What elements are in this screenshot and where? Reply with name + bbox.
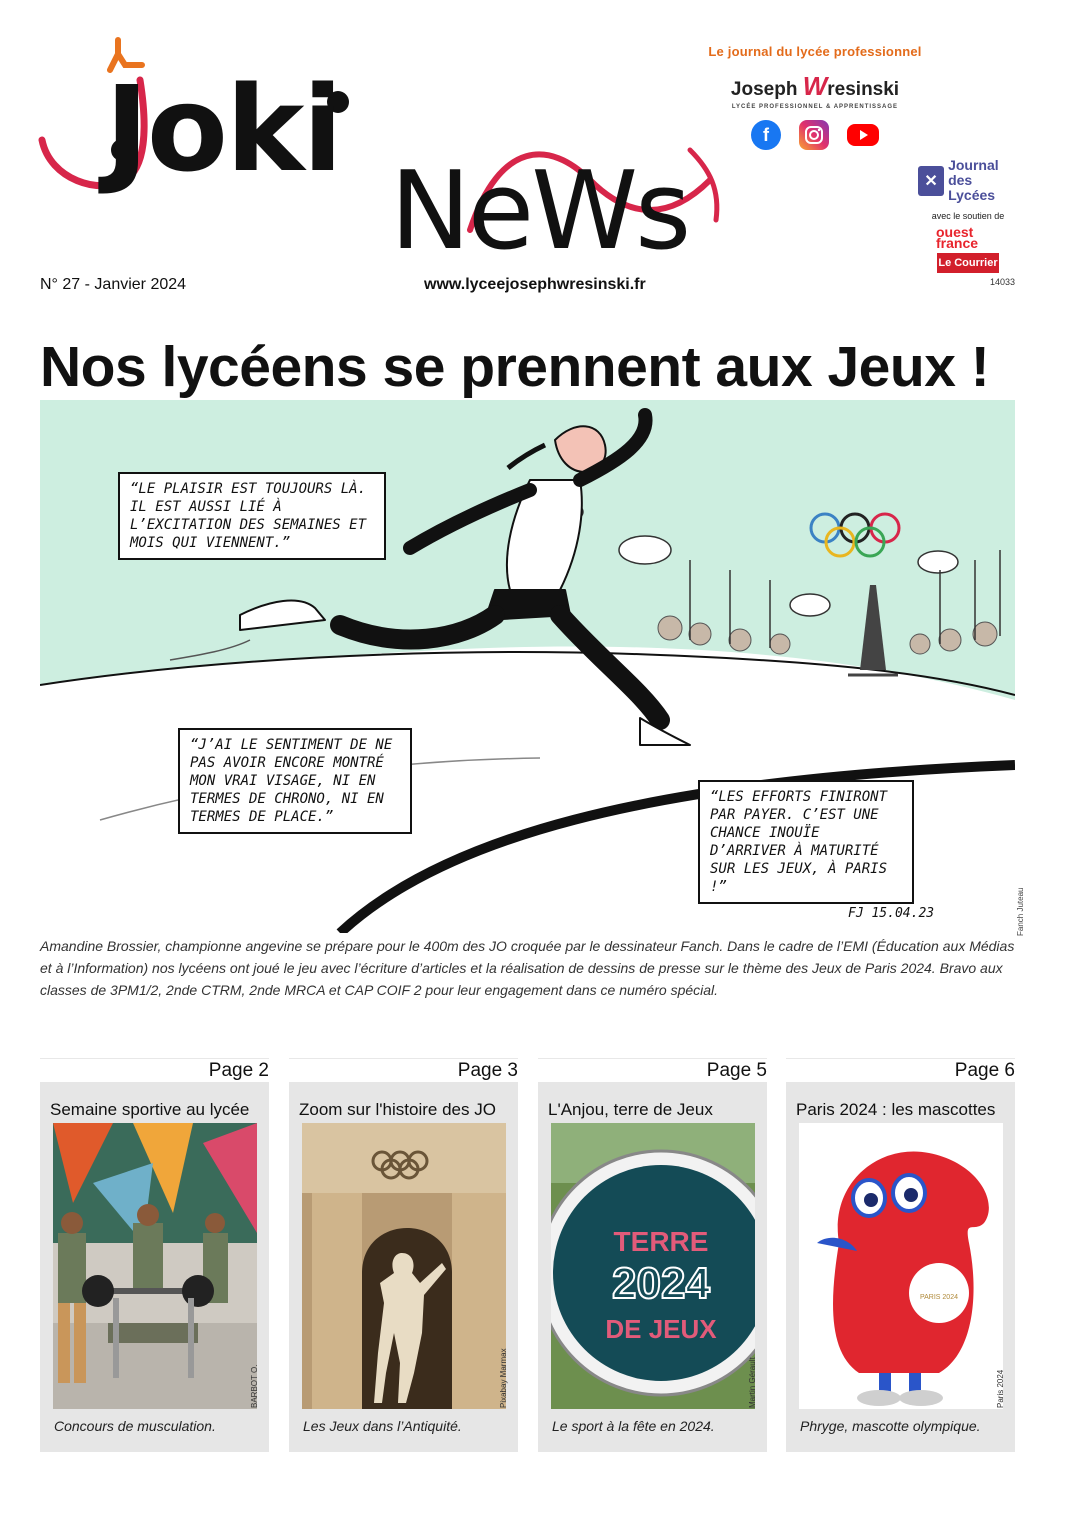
masthead [0, 0, 1080, 310]
youtube-icon[interactable] [847, 124, 879, 146]
card-title: Paris 2024 : les mascottes [796, 1100, 996, 1119]
terre-text: TERRE [613, 1226, 709, 1257]
teaser-card-page-3[interactable] [289, 1058, 518, 1452]
issue-code: 14033 [990, 277, 1016, 287]
card-caption: Phryge, mascotte olympique. [800, 1418, 981, 1434]
card-page-number: Page 6 [786, 1058, 1015, 1082]
card-caption: Les Jeux dans l’Antiquité. [303, 1418, 462, 1434]
social-links [700, 120, 930, 150]
phryge-mascot-photo [799, 1123, 1003, 1409]
terre-de-jeux-photo [551, 1123, 755, 1409]
instagram-icon[interactable] [799, 120, 829, 150]
teaser-card-page-6[interactable] [786, 1058, 1015, 1452]
le-courrier-logo: Le Courrier [937, 253, 999, 273]
artist-signature: FJ 15.04.23 [848, 906, 935, 921]
school-name-first: Joseph [730, 79, 803, 100]
logo-news: NeWs [390, 149, 689, 274]
partners-block [918, 158, 1018, 273]
teaser-card-page-5[interactable] [538, 1058, 767, 1452]
card-title: Semaine sportive au lycée [50, 1100, 250, 1119]
weightlifting-photo [53, 1123, 257, 1409]
school-subtitle: LYCÉE PROFESSIONNEL & APPRENTISSAGE [731, 104, 899, 110]
card-body [786, 1082, 1015, 1452]
school-tagline: Le journal du lycée professionnel [708, 44, 922, 59]
year-text: 2024 [612, 1259, 710, 1308]
photo-credit: Paris 2024 [996, 1369, 1005, 1408]
ouest-france-logo: ouest france [936, 224, 979, 251]
school-name [700, 71, 930, 102]
de-jeux-text: DE JEUX [605, 1314, 717, 1344]
card-caption: Concours de musculation. [54, 1418, 216, 1434]
illustration-caption: Amandine Brossier, championne angevine se prépare pour le 400m des JO croquée par le dessinateur Fanch. Dans le cadre de l’EMI (Éducation aux Médias et à l’Information) nos lycéens ont joué le jeu avec l’écriture d’articles et la réalisation de dessins de presse sur le thème des Jeux de Paris 2024. Bravo aux classes de 3PM1/2, 2nde CTRM, 2nde MRCA et CAP COIF 2 pour leur engagement dans ce numéro spécial. [40, 938, 1015, 998]
card-title: Zoom sur l'histoire des JO [299, 1100, 496, 1119]
card-body [289, 1082, 518, 1452]
school-name-rest: resinski [827, 79, 900, 100]
quote-bubble-2: “J’AI LE SENTIMENT DE NE PAS AVOIR ENCORE MONTRÉ MON VRAI VISAGE, NI EN TERMES DE CHRONO, NI EN TERMES DE PLACE.” [178, 728, 412, 834]
card-title: L'Anjou, terre de Jeux [548, 1100, 713, 1119]
website-link[interactable]: www.lyceejosephwresinski.fr [424, 276, 646, 293]
card-page-number: Page 3 [289, 1058, 518, 1082]
support-text: avec le soutien de [931, 211, 1005, 221]
jdl-line2: des Lycées [948, 172, 996, 203]
jdl-line1: Journal [948, 157, 999, 173]
jdl-mark-icon: ✕ [918, 166, 944, 196]
card-page-number: Page 5 [538, 1058, 767, 1082]
facebook-icon[interactable]: f [751, 120, 781, 150]
teaser-cards [40, 1058, 1015, 1452]
runner-illustration [40, 400, 1015, 933]
card-body [538, 1082, 767, 1452]
quote-bubble-1: “LE PLAISIR EST TOUJOURS LÀ. IL EST AUSSI LIÉ À L’EXCITATION DES SEMAINES ET MOIS QUI VIENNENT.” [118, 472, 386, 560]
school-name-w: W [802, 71, 828, 101]
main-headline: Nos lycéens se prennent aux Jeux ! [40, 335, 990, 399]
mascot-badge-text: PARIS 2024 [919, 1294, 959, 1301]
card-body [40, 1082, 269, 1452]
logo-joki: Joki [105, 60, 341, 198]
card-page-number: Page 2 [40, 1058, 269, 1082]
illustration-credit: Fanch Juteau [1016, 887, 1025, 936]
quote-bubble-3: “LES EFFORTS FINIRONT PAR PAYER. C’EST UNE CHANCE INOUÏE D’ARRIVER À MATURITÉ SUR LES JEUX, À PARIS !” [698, 780, 914, 904]
ancient-statue-photo [302, 1123, 506, 1409]
photo-credit: Pixabay Marmax [499, 1348, 508, 1408]
photo-credit: Martin Gérault [748, 1357, 757, 1408]
issue-number: N° 27 - Janvier 2024 [40, 276, 187, 293]
journal-des-lycees-logo [918, 158, 1018, 203]
card-caption: Le sport à la fête en 2024. [552, 1418, 715, 1434]
teaser-card-page-2[interactable] [40, 1058, 269, 1452]
school-block [700, 44, 930, 150]
photo-credit: BARBOT O. [250, 1364, 259, 1408]
